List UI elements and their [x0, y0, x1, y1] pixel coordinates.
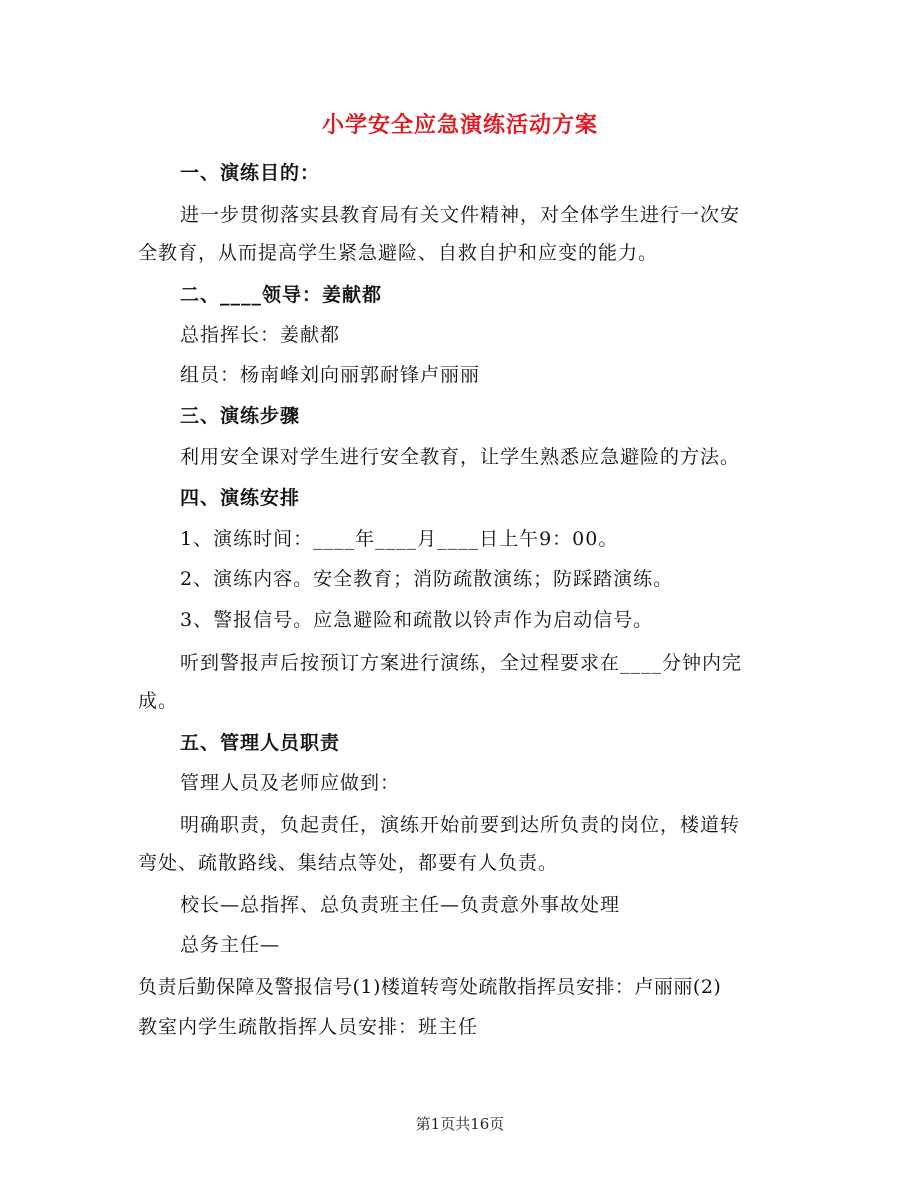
section-heading-purpose: 一、演练目的： [180, 162, 321, 184]
paragraph-line: 听到警报声后按预订方案进行演练，全过程要求在____分钟内完 [180, 652, 743, 674]
paragraph-line: 进一步贯彻落实县教育局有关文件精神，对全体学生进行一次安 [180, 204, 741, 226]
paragraph-line: 总务主任— [180, 934, 281, 956]
paragraph-line: 成。 [138, 690, 179, 712]
paragraph-line: 负责后勤保障及警报信号(1)楼道转弯处疏散指挥员安排：卢丽丽(2) [138, 976, 722, 998]
section-heading-arrangement: 四、演练安排 [180, 487, 301, 509]
paragraph-line: 总指挥长：姜献都 [180, 324, 341, 346]
paragraph-line: 弯处、疏散路线、集结点等处，都要有人负责。 [138, 852, 559, 874]
page-indicator: 第1页共16页 [415, 1115, 505, 1133]
list-item: 1、演练时间：____年____月____日上午9：00。 [180, 528, 619, 550]
paragraph-line: 利用安全课对学生进行安全教育，让学生熟悉应急避险的方法。 [180, 446, 741, 468]
list-item: 3、警报信号。应急避险和疏散以铃声作为启动信号。 [180, 609, 654, 631]
list-item: 2、演练内容。安全教育；消防疏散演练；防踩踏演练。 [180, 568, 674, 590]
section-heading-leaders: 二、____领导：姜献都 [180, 284, 383, 306]
paragraph-line: 组员：杨南峰刘向丽郭耐锋卢丽丽 [180, 364, 481, 386]
paragraph-line: 管理人员及老师应做到： [180, 772, 401, 794]
paragraph-line: 教室内学生疏散指挥人员安排：班主任 [138, 1016, 479, 1038]
section-heading-steps: 三、演练步骤 [180, 405, 301, 427]
paragraph-line: 明确职责，负起责任，演练开始前要到达所负责的岗位，楼道转 [180, 814, 741, 836]
section-heading-duties: 五、管理人员职责 [180, 732, 341, 754]
paragraph-line: 全教育，从而提高学生紧急避险、自救自护和应变的能力。 [138, 242, 659, 264]
paragraph-line: 校长—总指挥、总负责班主任—负责意外事故处理 [180, 894, 621, 916]
document-title: 小学安全应急演练活动方案 [321, 112, 598, 138]
